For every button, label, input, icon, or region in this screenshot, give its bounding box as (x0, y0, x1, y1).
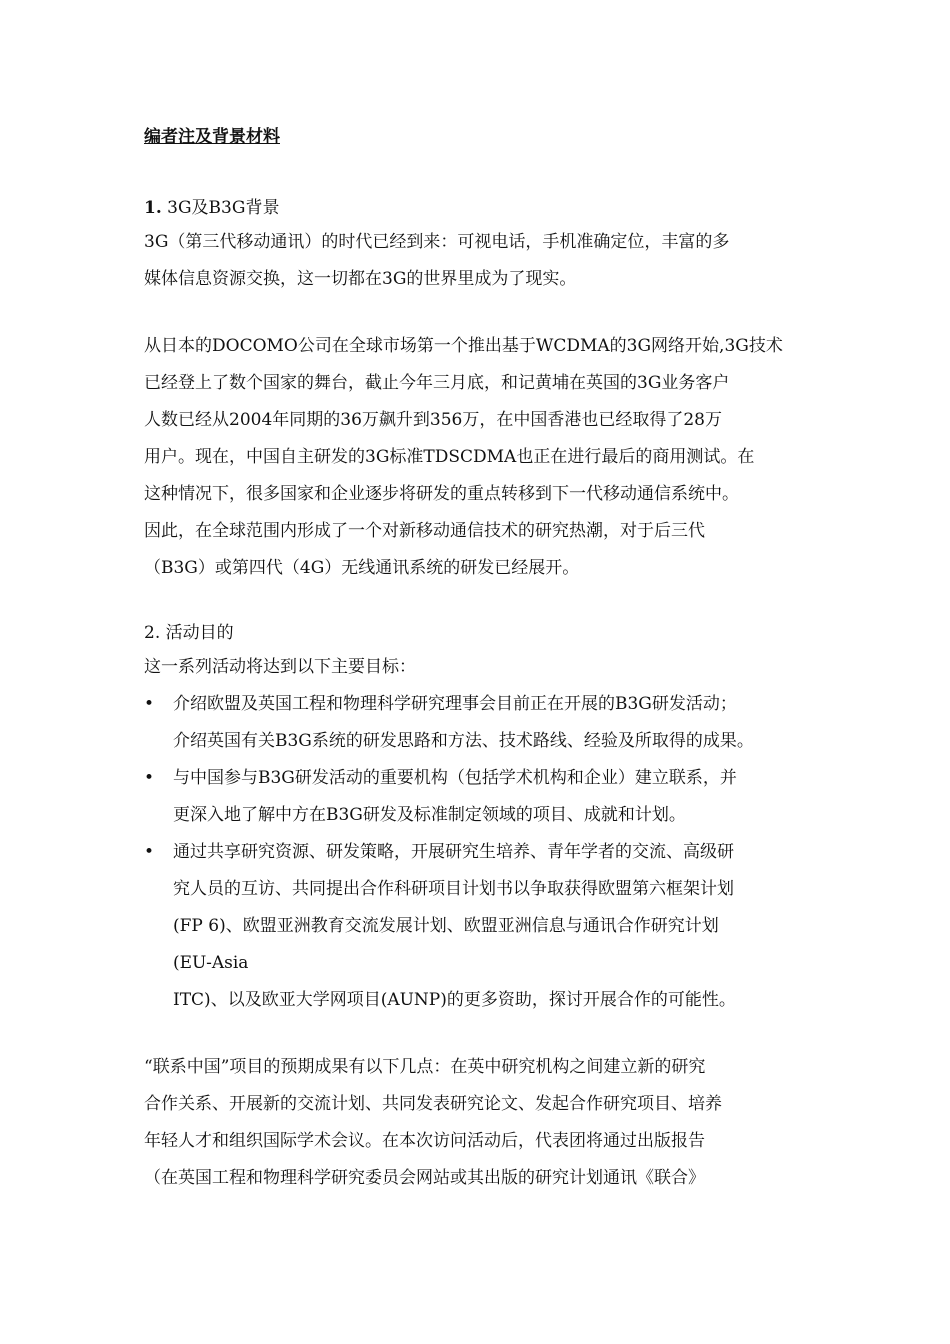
list-item-line: 介绍欧盟及英国工程和物理科学研究理事会目前正在开展的B3G研发活动； (173, 694, 737, 714)
list-item-line: 究人员的互访、共同提出合作科研项目计划书以争取获得欧盟第六框架计划 (173, 879, 734, 899)
paragraph-line: 用户。现在，中国自主研发的3G标准TDSCDMA也正在进行最后的商用测试。在 (144, 447, 755, 467)
paragraph-line: 这种情况下，很多国家和企业逐步将研发的重点转移到下一代移动通信系统中。 (144, 484, 739, 504)
list-item (144, 760, 824, 834)
paragraph-line: 年轻人才和组织国际学术会议。在本次访问活动后，代表团将通过出版报告 (144, 1131, 705, 1151)
paragraph-line: “联系中国”项目的预期成果有以下几点：在英中研究机构之间建立新的研究 (144, 1057, 706, 1077)
section-1-heading (144, 192, 824, 224)
bullet-icon: • (144, 694, 155, 714)
spacer (144, 587, 824, 617)
list-item-line: 介绍英国有关B3G系统的研发思路和方法、技术路线、经验及所取得的成果。 (173, 731, 754, 751)
list-item-line: (FP 6)、欧盟亚洲教育交流发展计划、欧盟亚洲信息与通讯合作研究计划 (173, 916, 719, 936)
list-item-line: (EU-Asia (173, 953, 249, 973)
paragraph-line: （在英国工程和物理科学研究委员会网站或其出版的研究计划通讯《联合》 (144, 1168, 705, 1188)
paragraph-line: 已经登上了数个国家的舞台，截止今年三月底，和记黄埔在英国的3G业务客户 (144, 373, 730, 393)
paragraph-line: 媒体信息资源交换，这一切都在3G的世界里成为了现实。 (144, 269, 577, 289)
spacer (144, 298, 824, 328)
paragraph-line: 从日本的DOCOMO公司在全球市场第一个推出基于WCDMA的3G网络开始,3G技术 (144, 336, 783, 356)
section-1-paragraph-2 (144, 328, 824, 587)
spacer (144, 1019, 824, 1049)
paragraph-line: 合作关系、开展新的交流计划、共同发表研究论文、发起合作研究项目、培养 (144, 1094, 722, 1114)
list-item-line: 与中国参与B3G研发活动的重要机构（包括学术机构和企业）建立联系，并 (173, 768, 737, 788)
closing-paragraph (144, 1049, 824, 1197)
list-item-line: 通过共享研究资源、研发策略，开展研究生培养、青年学者的交流、高级研 (173, 842, 734, 862)
spacer (144, 156, 824, 192)
section-2-intro: 这一系列活动将达到以下主要目标： (144, 657, 416, 677)
section-1-title: 3G及B3G背景 (167, 198, 280, 218)
paragraph-line: 3G（第三代移动通讯）的时代已经到来：可视电话，手机准确定位，丰富的多 (144, 232, 730, 252)
list-item-line: 更深入地了解中方在B3G研发及标准制定领域的项目、成就和计划。 (173, 805, 686, 825)
paragraph-line: 因此，在全球范围内形成了一个对新移动通信技术的研究热潮，对于后三代 (144, 521, 705, 541)
list-item-line: ITC)、以及欧亚大学网项目(AUNP)的更多资助，探讨开展合作的可能性。 (173, 990, 736, 1010)
bullet-icon: • (144, 842, 155, 862)
document-title: 编者注及背景材料 (144, 127, 280, 147)
objectives-list (144, 686, 824, 1019)
section-1-number: 1. (144, 198, 162, 218)
paragraph-line: （B3G）或第四代（4G）无线通讯系统的研发已经展开。 (144, 558, 580, 578)
section-1-paragraph-1 (144, 224, 824, 298)
section-2-heading: 2. 活动目的 (144, 623, 234, 643)
list-item (144, 686, 824, 760)
paragraph-line: 人数已经从2004年同期的36万飙升到356万，在中国香港也已经取得了28万 (144, 410, 722, 430)
document-page (144, 118, 824, 1197)
bullet-icon: • (144, 768, 155, 788)
list-item (144, 834, 824, 1019)
